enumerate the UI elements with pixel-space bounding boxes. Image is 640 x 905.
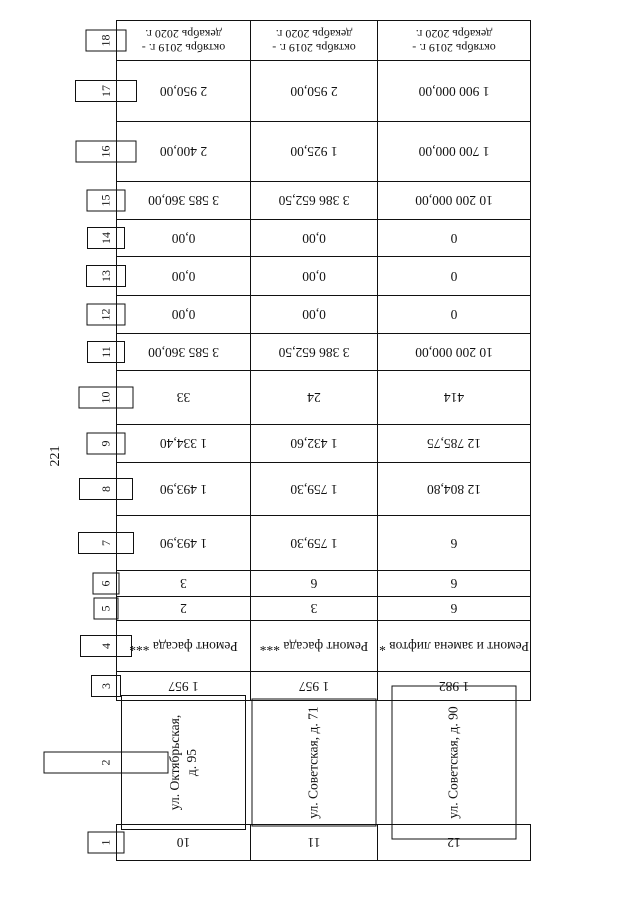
page-number: 221 <box>48 445 63 467</box>
row-11-col-4-text: Ремонт фасада *** <box>259 639 369 654</box>
row-11-col-14 <box>250 219 378 257</box>
column-header-10-text: 10 <box>98 391 113 404</box>
row-12-col-7-text: 6 <box>450 536 458 551</box>
row-10-col-1-text: 10 <box>176 835 191 851</box>
row-10-col-2 <box>121 695 246 830</box>
row-12-col-15-text: 10 200 000,00 <box>415 193 493 209</box>
row-11-col-8-text: 1 759,30 <box>290 482 338 497</box>
column-header-5 <box>94 598 119 620</box>
row-11-col-17 <box>250 60 378 122</box>
row-10-col-8-text: 1 493,90 <box>159 482 208 497</box>
row-12-col-3 <box>377 671 531 701</box>
row-10-col-11-text: 3 585 360,00 <box>148 345 219 360</box>
row-11-col-15 <box>250 181 378 220</box>
column-header-18-text: 18 <box>98 34 113 47</box>
row-10-col-15-text: 3 585 360,00 <box>148 193 219 209</box>
row-10-col-4 <box>116 620 251 672</box>
column-header-12-text: 12 <box>98 308 113 321</box>
row-12-col-18-text: октябрь 2019 г. - декабрь 2020 г. <box>412 27 496 56</box>
row-12-col-9 <box>377 424 531 463</box>
column-header-6-text: 6 <box>98 580 113 587</box>
row-12-col-8 <box>377 462 531 516</box>
row-10-col-5-text: 2 <box>180 601 187 617</box>
row-12-col-4-text: Ремонт и замена лифтов * <box>379 639 529 654</box>
row-10-col-8 <box>116 462 251 516</box>
row-12-col-12 <box>377 295 531 334</box>
row-11-col-12 <box>250 295 378 334</box>
row-11-col-2-text: ул. Советская, д. 71 <box>305 706 321 819</box>
row-12-col-3-text: 1 982 <box>438 679 470 694</box>
row-12-col-9-text: 12 785,75 <box>427 436 481 452</box>
row-12-col-13-text: 0 <box>450 269 458 284</box>
row-11-col-14-text: 0,00 <box>302 231 326 246</box>
row-11-col-6 <box>250 570 378 597</box>
row-12-col-14 <box>377 219 531 257</box>
row-10-col-3-text: 1 957 <box>168 679 199 694</box>
column-header-8-text: 8 <box>98 486 113 492</box>
row-11-col-18 <box>250 20 378 61</box>
row-11-col-16-text: 1 925,00 <box>290 144 338 160</box>
row-12-col-10 <box>377 370 531 425</box>
row-12-col-16 <box>377 121 531 182</box>
row-12-col-17 <box>377 60 531 122</box>
row-11-col-11-text: 3 386 652,50 <box>278 345 350 360</box>
column-header-16-text: 16 <box>98 145 113 158</box>
row-10-col-7-text: 1 493,90 <box>159 536 208 551</box>
row-10-col-16 <box>116 121 251 182</box>
row-11-col-4 <box>250 620 378 672</box>
row-12-col-6 <box>377 570 531 597</box>
row-10-col-5 <box>116 596 251 621</box>
row-11-col-7 <box>250 515 378 571</box>
row-12-col-17-text: 1 900 000,00 <box>418 84 490 99</box>
row-10-col-14-text: 0,00 <box>171 231 196 246</box>
column-header-15-text: 15 <box>98 194 113 207</box>
row-11-col-17-text: 2 950,00 <box>290 84 338 99</box>
row-10-col-15 <box>116 181 251 220</box>
row-10-col-10 <box>116 370 251 425</box>
column-header-2-text: 2 <box>98 759 113 766</box>
row-11-col-11 <box>250 333 378 371</box>
row-10-col-6 <box>116 570 251 597</box>
row-11-col-13-text: 0,00 <box>302 269 326 284</box>
column-header-17-text: 17 <box>98 85 113 97</box>
row-11-col-9-text: 1 432,60 <box>290 436 338 452</box>
row-12-col-16-text: 1 700 000,00 <box>418 144 490 160</box>
row-10-col-18-text: октябрь 2019 г. - декабрь 2020 г. <box>141 27 226 56</box>
row-10-col-7 <box>116 515 251 571</box>
column-header-4-text: 4 <box>98 643 113 649</box>
row-10-col-17 <box>116 60 251 122</box>
row-11-col-1-text: 11 <box>307 835 321 851</box>
column-header-3-text: 3 <box>98 683 113 689</box>
column-header-1-text: 1 <box>98 839 113 846</box>
row-12-col-15 <box>377 181 531 220</box>
row-12-col-7 <box>377 515 531 571</box>
row-10-col-3 <box>116 671 251 701</box>
row-10-col-9 <box>116 424 251 463</box>
row-11-col-8 <box>250 462 378 516</box>
row-10-col-13-text: 0,00 <box>171 269 196 284</box>
row-12-col-5 <box>377 596 531 621</box>
row-11-col-3 <box>250 671 378 701</box>
row-10-col-12 <box>116 295 251 334</box>
row-10-col-2-text: ул. Октябрьская, д. 95 <box>167 714 199 811</box>
row-12-col-18 <box>377 20 531 61</box>
row-11-col-6-text: 6 <box>310 576 318 592</box>
column-header-5-text: 5 <box>98 605 113 612</box>
row-10-col-14 <box>116 219 251 257</box>
row-10-col-11 <box>116 333 251 371</box>
row-11-col-2 <box>252 699 377 827</box>
row-11-col-15-text: 3 386 652,50 <box>278 193 350 209</box>
row-11-col-18-text: октябрь 2019 г. - декабрь 2020 г. <box>272 27 356 56</box>
column-header-11-text: 11 <box>98 346 113 358</box>
row-11-col-9 <box>250 424 378 463</box>
row-12-col-1-text: 12 <box>447 835 461 851</box>
row-10-col-12-text: 0,00 <box>171 307 196 323</box>
row-11-col-3-text: 1 957 <box>298 679 330 694</box>
row-10-col-16-text: 2 400,00 <box>159 144 208 160</box>
row-12-col-11-text: 10 200 000,00 <box>415 345 493 360</box>
row-10-col-4-text: Ремонт фасада *** <box>129 639 238 654</box>
row-12-col-6-text: 6 <box>450 576 458 592</box>
row-11-col-10 <box>250 370 378 425</box>
column-header-9-text: 9 <box>98 440 113 447</box>
column-header-7-text: 7 <box>98 540 113 546</box>
row-10-col-6-text: 3 <box>180 576 187 592</box>
row-12-col-10-text: 414 <box>443 390 465 406</box>
row-11-col-13 <box>250 256 378 296</box>
row-12-col-4 <box>377 620 531 672</box>
row-11-col-1 <box>250 824 378 861</box>
row-12-col-11 <box>377 333 531 371</box>
column-header-14-text: 14 <box>98 232 113 244</box>
row-10-col-17-text: 2 950,00 <box>159 84 208 99</box>
row-11-col-5 <box>250 596 378 621</box>
row-12-col-8-text: 12 804,80 <box>427 482 481 497</box>
row-10-col-9-text: 1 334,40 <box>159 436 208 452</box>
column-header-13-text: 13 <box>98 270 113 282</box>
row-12-col-2-text: ул. Советская, д. 90 <box>445 706 461 819</box>
row-11-col-7-text: 1 759,30 <box>290 536 338 551</box>
row-12-col-12-text: 0 <box>450 307 458 323</box>
row-10-col-18 <box>116 20 251 61</box>
row-11-col-16 <box>250 121 378 182</box>
row-12-col-2 <box>392 686 517 840</box>
row-11-col-5-text: 3 <box>310 601 318 617</box>
row-11-col-10-text: 24 <box>307 390 321 406</box>
row-12-col-13 <box>377 256 531 296</box>
row-11-col-12-text: 0,00 <box>302 307 326 323</box>
row-12-col-14-text: 0 <box>450 231 458 246</box>
row-12-col-5-text: 6 <box>450 601 458 617</box>
row-10-col-13 <box>116 256 251 296</box>
row-10-col-10-text: 33 <box>176 390 191 406</box>
